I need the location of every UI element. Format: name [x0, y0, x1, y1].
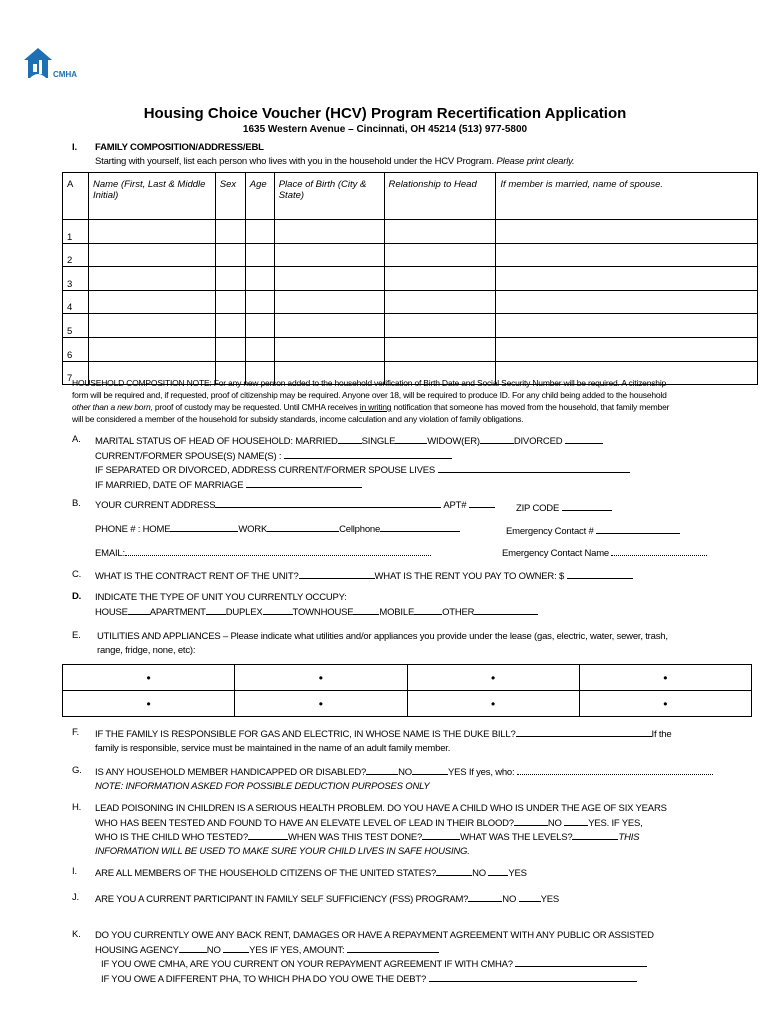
disability-no-field[interactable] [366, 765, 398, 775]
relationship-cell[interactable] [384, 243, 496, 267]
mobile-label: MOBILE [379, 607, 415, 618]
apt-field[interactable] [469, 498, 495, 508]
email-row [95, 546, 431, 559]
name-cell[interactable] [88, 314, 215, 338]
section-heading: FAMILY COMPOSITION/ADDRESS/EBL [95, 142, 264, 153]
other-pha-label: IF YOU OWE A DIFFERENT PHA, TO WHICH PHA DO YOU OWE THE DEBT? [101, 973, 427, 985]
family-table [62, 172, 758, 385]
spouse-cell[interactable] [496, 267, 758, 291]
house-field[interactable] [128, 605, 150, 615]
note-line: will be considered a member of the household for subsidy standards, income calculation and any violation of family obligations. [72, 414, 524, 424]
duke-bill [95, 727, 755, 755]
emergency-contact-label: Emergency Contact # [506, 526, 594, 537]
disability [95, 765, 765, 793]
lead-levels-field[interactable] [572, 830, 618, 840]
note-italic: other than a new born, [72, 402, 153, 412]
disability-no-label: NO [398, 767, 412, 778]
marriage-date-label: IF MARRIED, DATE OF MARRIAGE [95, 479, 244, 491]
child-tested-field[interactable] [248, 830, 288, 840]
disability-yes-label: YES [447, 767, 467, 778]
note-line [72, 401, 762, 413]
emergency-name-field[interactable] [611, 546, 707, 556]
unit-type-label: INDICATE THE TYPE OF UNIT YOU CURRENTLY OCCUPY: [95, 592, 347, 603]
question-letter: J. [72, 892, 79, 903]
spouse-address-field[interactable] [438, 463, 630, 473]
name-cell[interactable] [88, 243, 215, 267]
row-number: 1 [63, 220, 89, 244]
phone-row [95, 522, 460, 535]
relationship-cell[interactable] [384, 220, 496, 244]
citizenship-yes-label: YES [508, 868, 527, 879]
citizenship-yes-field[interactable] [488, 866, 508, 876]
widow-field[interactable] [480, 434, 514, 444]
row-number: 6 [63, 337, 89, 361]
section-intro [95, 156, 574, 167]
tenant-rent-field[interactable] [567, 569, 633, 579]
age-cell[interactable] [245, 290, 274, 314]
marital-label: MARITAL STATUS OF HEAD OF HOUSEHOLD: MARRIED [95, 436, 338, 447]
back-rent [95, 929, 765, 986]
col-header: Place of Birth (City & State) [274, 173, 384, 220]
other-field[interactable] [474, 605, 538, 615]
question-letter: H. [72, 802, 82, 813]
form-title: Housing Choice Voucher (HCV) Program Recertification Application [143, 105, 627, 122]
utilities-table [62, 664, 752, 717]
sex-cell[interactable] [215, 267, 245, 291]
utility-cell[interactable]: • [235, 665, 407, 691]
citizenship [95, 866, 527, 879]
cellphone-label: Cellphone [339, 524, 381, 535]
spouse-name-field[interactable] [284, 449, 452, 459]
townhouse-field[interactable] [353, 605, 379, 615]
question-letter: E. [72, 630, 81, 641]
spouse-address-label: IF SEPARATED OR DIVORCED, ADDRESS CURRENT/FORMER SPOUSE LIVES [95, 465, 436, 476]
test-date-label: WHEN WAS THIS TEST DONE? [287, 832, 423, 843]
citizenship-no-field[interactable] [436, 866, 472, 876]
lead-poisoning [95, 802, 765, 858]
lead-no-field[interactable] [514, 816, 548, 826]
spouse-cell[interactable] [496, 314, 758, 338]
back-rent-yes-field[interactable] [223, 943, 249, 953]
address-label: YOUR CURRENT ADDRESS [95, 500, 216, 511]
cmha-repayment-label: IF YOU OWE CMHA, ARE YOU CURRENT ON YOUR REPAYMENT AGREEMENT IF WITH CMHA? [101, 959, 513, 970]
zip-field[interactable] [562, 501, 612, 511]
citizenship-no-label: NO [472, 868, 486, 879]
age-cell[interactable] [245, 220, 274, 244]
sex-cell[interactable] [215, 314, 245, 338]
housing-agency-label: HOUSING AGENCY [95, 944, 179, 956]
name-cell[interactable] [88, 267, 215, 291]
mobile-field[interactable] [414, 605, 442, 615]
relationship-cell[interactable] [384, 314, 496, 338]
house-label: HOUSE [95, 607, 128, 618]
col-header: Age [245, 173, 274, 220]
table-row [63, 337, 758, 361]
question-letter: F. [72, 727, 79, 738]
lead-text: LEAD POISONING IN CHILDREN IS A SERIOUS HEALTH PROBLEM. DO YOU HAVE A CHILD WHO IS UNDER THE AGE OF SIX YEARS [95, 803, 667, 814]
email-field[interactable] [125, 546, 431, 556]
duke-bill-suffix: If the [651, 729, 672, 740]
fss-yes-field[interactable] [519, 892, 541, 902]
note-underline: in writing [359, 402, 392, 412]
disability-note: NOTE: INFORMATION ASKED FOR POSSIBLE DEDUCTION PURPOSES ONLY [95, 780, 430, 792]
single-label: SINGLE [361, 436, 396, 447]
divorced-field[interactable] [565, 434, 603, 444]
emergency-name-row [502, 546, 707, 559]
fss-no-label: NO [502, 894, 517, 905]
lead-levels-label: WHAT WAS THE LEVELS? [460, 832, 573, 843]
citizenship-label: ARE ALL MEMBERS OF THE HOUSEHOLD CITIZENS OF THE UNITED STATES? [95, 868, 437, 879]
rent-row [95, 569, 633, 582]
utilities-text: UTILITIES AND APPLIANCES – Please indicate what utilities and/or appliances you provide under the lease (gas, electric, water, sewer, trash, [97, 631, 668, 642]
fss-program [95, 892, 559, 905]
birthplace-cell[interactable] [274, 243, 384, 267]
col-header: Relationship to Head [384, 173, 496, 220]
duke-bill-field[interactable] [516, 727, 652, 737]
cmha-repayment-field[interactable] [515, 957, 647, 967]
col-header: If member is married, name of spouse. [496, 173, 758, 220]
emergency-name-label: Emergency Contact Name [502, 548, 610, 559]
apartment-label: APARTMENT [149, 607, 206, 618]
row-number: 3 [63, 267, 89, 291]
col-header: Sex [215, 173, 245, 220]
lead-yes-label: YES. IF YES, [588, 817, 643, 829]
question-letter: K. [72, 929, 81, 940]
utility-cell[interactable]: • [235, 691, 407, 717]
fss-label: ARE YOU A CURRENT PARTICIPANT IN FAMILY SELF SUFFICIENCY (FSS) PROGRAM? [95, 894, 469, 905]
lead-yes-field[interactable] [564, 816, 588, 826]
row-number: 2 [63, 243, 89, 267]
row-number: 4 [63, 290, 89, 314]
fss-yes-label: YES [540, 894, 560, 905]
tenant-rent-label: WHAT IS THE RENT YOU PAY TO OWNER: $ [374, 571, 565, 582]
utility-cell[interactable]: • [579, 665, 751, 691]
name-cell[interactable] [88, 220, 215, 244]
married-field[interactable] [338, 434, 362, 444]
utility-cell[interactable]: • [579, 691, 751, 717]
table-row [63, 267, 758, 291]
col-header: Name (First, Last & Middle Initial) [88, 173, 215, 220]
question-letter: D. [72, 591, 82, 602]
note-text: proof of custody may be requested. Until CMHA receives [152, 402, 360, 412]
sex-cell[interactable] [215, 220, 245, 244]
cmha-logo [22, 46, 84, 82]
utilities-text: range, fridge, none, etc): [97, 644, 196, 656]
work-phone-label: WORK [238, 524, 268, 535]
utility-cell[interactable]: • [407, 665, 579, 691]
table-row [63, 290, 758, 314]
contract-rent-label: WHAT IS THE CONTRACT RENT OF THE UNIT? [95, 571, 299, 582]
back-rent-no-label: NO [206, 944, 221, 956]
question-letter: G. [72, 765, 82, 776]
duke-bill-note: family is responsible, service must be maintained in the name of an adult family member. [95, 742, 451, 754]
work-phone-field[interactable] [267, 522, 339, 532]
fss-no-field[interactable] [468, 892, 502, 902]
name-cell[interactable] [88, 337, 215, 361]
col-header: A [63, 173, 89, 220]
birthplace-cell[interactable] [274, 267, 384, 291]
table-row [63, 243, 758, 267]
sex-cell[interactable] [215, 243, 245, 267]
household-note [72, 377, 762, 425]
address-field[interactable] [215, 498, 441, 508]
table-row [63, 220, 758, 244]
lead-this: THIS [618, 832, 640, 843]
intro-text: Starting with yourself, list each person who lives with you in the household under the HCV Program. [95, 156, 494, 167]
row-number: 7 [63, 361, 89, 385]
back-rent-no-field[interactable] [179, 943, 207, 953]
question-letter: B. [72, 498, 81, 509]
emergency-contact-field[interactable] [596, 524, 680, 534]
amount-label: IF YES, AMOUNT: [269, 944, 345, 956]
logo-text: CMHA [53, 70, 77, 79]
age-cell[interactable] [245, 243, 274, 267]
age-cell[interactable] [245, 337, 274, 361]
duplex-field[interactable] [263, 605, 293, 615]
emergency-row [506, 524, 680, 537]
question-letter: I. [72, 866, 77, 877]
zip-row [516, 501, 612, 514]
unit-type [95, 591, 538, 620]
spouse-name-label: CURRENT/FORMER SPOUSE(S) NAME(S) : [95, 450, 282, 462]
section-number: I. [72, 142, 77, 153]
intro-italic: Please print clearly. [496, 156, 575, 167]
other-label: OTHER [442, 607, 475, 618]
spouse-cell[interactable] [496, 220, 758, 244]
address-row [95, 498, 495, 511]
duplex-label: DUPLEX [225, 607, 263, 618]
question-a [95, 434, 755, 492]
sex-cell[interactable] [215, 290, 245, 314]
birthplace-cell[interactable] [274, 290, 384, 314]
widow-label: WIDOW(ER) [427, 436, 480, 447]
zip-label: ZIP CODE [516, 503, 560, 514]
spouse-cell[interactable] [496, 243, 758, 267]
question-letter: C. [72, 569, 82, 580]
table-header-row [63, 173, 758, 220]
birthplace-cell[interactable] [274, 220, 384, 244]
spouse-cell[interactable] [496, 290, 758, 314]
row-number: 5 [63, 314, 89, 338]
relationship-cell[interactable] [384, 337, 496, 361]
home-phone-field[interactable] [170, 522, 238, 532]
divorced-label: DIVORCED [513, 436, 563, 447]
cellphone-field[interactable] [380, 522, 460, 532]
birthplace-cell[interactable] [274, 337, 384, 361]
lead-tested-label: WHO HAS BEEN TESTED AND FOUND TO HAVE AN ELEVATE LEVEL OF LEAD IN THEIR BLOOD? [95, 817, 514, 829]
lead-note: INFORMATION WILL BE USED TO MAKE SURE YOUR CHILD LIVES IN SAFE HOUSING. [95, 845, 470, 857]
back-rent-yes-label: YES [249, 944, 268, 956]
utilities-label [97, 630, 757, 657]
child-tested-label: WHO IS THE CHILD WHO TESTED? [95, 832, 248, 843]
house-icon [22, 46, 84, 82]
name-cell[interactable] [88, 290, 215, 314]
utility-cell[interactable]: • [63, 665, 235, 691]
contract-rent-field[interactable] [299, 569, 375, 579]
age-cell[interactable] [245, 267, 274, 291]
sex-cell[interactable] [215, 337, 245, 361]
test-date-field[interactable] [422, 830, 460, 840]
utility-cell[interactable]: • [407, 691, 579, 717]
duke-bill-label: IF THE FAMILY IS RESPONSIBLE FOR GAS AND ELECTRIC, IN WHOSE NAME IS THE DUKE BILL? [95, 729, 516, 740]
single-field[interactable] [395, 434, 427, 444]
disability-who-field[interactable] [517, 765, 713, 775]
spouse-cell[interactable] [496, 337, 758, 361]
home-phone-label: PHONE # : HOME [95, 524, 171, 535]
townhouse-label: TOWNHOUSE [292, 607, 354, 618]
form-address: 1635 Western Avenue – Cincinnati, OH 45214 (513) 977-5800 [242, 124, 528, 135]
amount-field[interactable] [347, 943, 439, 953]
birthplace-cell[interactable] [274, 314, 384, 338]
back-rent-text: DO YOU CURRENTLY OWE ANY BACK RENT, DAMAGES OR HAVE A REPAYMENT AGREEMENT WITH ANY PUBLIC OR ASSISTED [95, 930, 654, 941]
apt-label: APT# [443, 500, 467, 511]
table-row [63, 314, 758, 338]
note-line: form will be required and, if requested, proof of citizenship may be required. Anyone over 18, will be required to produce ID. For any child being added to the household [72, 390, 667, 400]
age-cell[interactable] [245, 314, 274, 338]
note-text: notification that someone has moved from the household, that family member [391, 402, 670, 412]
disability-who-label: If yes, who: [468, 767, 515, 778]
relationship-cell[interactable] [384, 290, 496, 314]
apartment-field[interactable] [206, 605, 226, 615]
relationship-cell[interactable] [384, 267, 496, 291]
other-pha-field[interactable] [429, 972, 637, 982]
question-letter: A. [72, 434, 81, 445]
lead-no-label: NO [547, 817, 562, 829]
email-label: EMAIL: [95, 548, 125, 559]
note-line: HOUSEHOLD COMPOSITION NOTE: For any new person added to the household verification of Birth Date and Social Security Number will be required. A citizenship [72, 378, 667, 388]
disability-label: IS ANY HOUSEHOLD MEMBER HANDICAPPED OR DISABLED? [95, 767, 367, 778]
utility-cell[interactable]: • [63, 691, 235, 717]
disability-yes-field[interactable] [412, 765, 448, 775]
marriage-date-field[interactable] [246, 478, 362, 488]
